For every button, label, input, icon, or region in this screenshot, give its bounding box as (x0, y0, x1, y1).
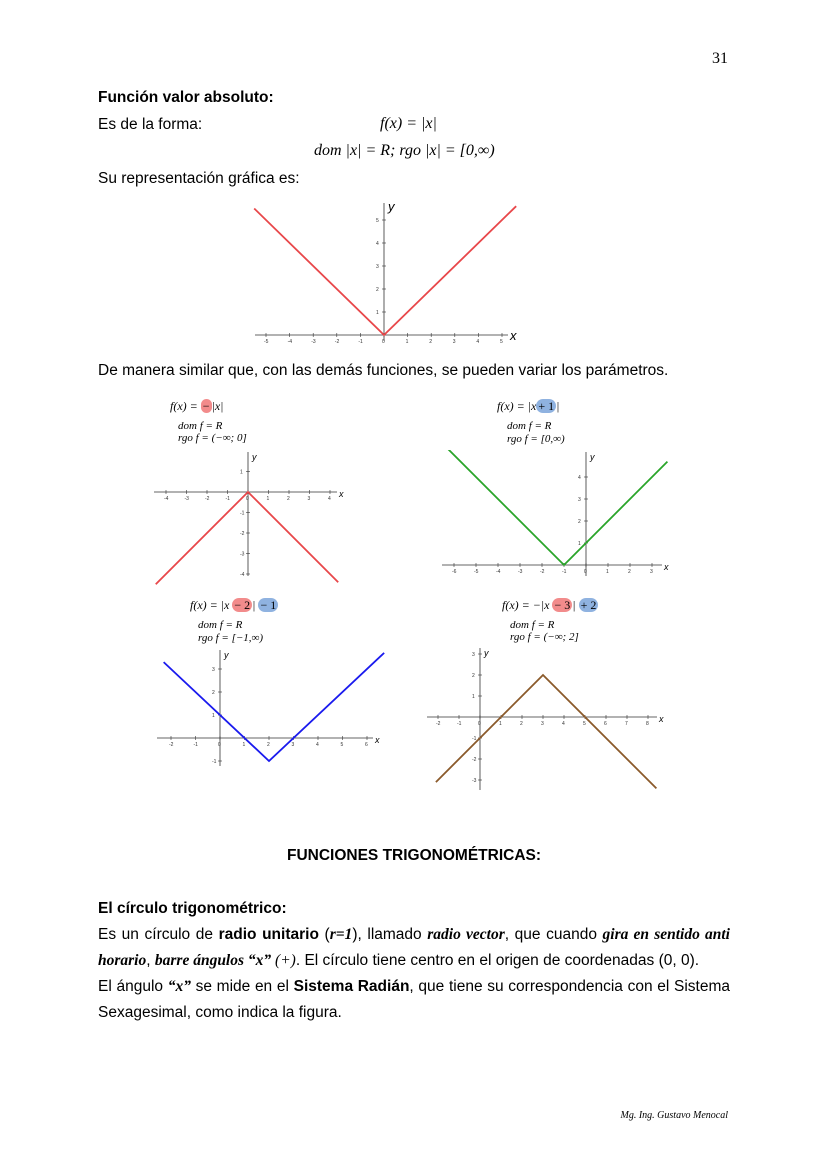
variant2-formula (497, 400, 559, 413)
highlight-blue: + 1 (538, 399, 555, 413)
y-tick-label: -4 (240, 572, 245, 578)
text: , que cuando (504, 926, 603, 943)
x-tick-label: -1 (457, 721, 462, 727)
x-tick-label: 1 (405, 339, 409, 345)
x-tick-label: -1 (358, 339, 363, 345)
highlight-red: − (202, 399, 210, 413)
x-tick-label: 1 (242, 742, 246, 748)
y-tick-label: 2 (212, 690, 215, 696)
x-tick-label: 1 (499, 721, 502, 727)
text: Es un círculo de (98, 926, 219, 943)
x-tick-label: -4 (287, 339, 293, 345)
x-tick-label: -3 (518, 569, 523, 575)
formula-text: f(x) = (170, 399, 201, 413)
text-bold-italic: r=1 (329, 926, 353, 943)
variant2-dom: dom f = R (507, 420, 552, 432)
variant2-rgo: rgo f = [0,∞) (507, 433, 565, 445)
y-tick-label: 3 (472, 652, 475, 658)
x-tick-label: -1 (562, 569, 567, 575)
domain-range: dom |x| = R; rgo |x| = [0,∞) (314, 142, 495, 159)
variant1-graph (152, 450, 347, 585)
formula-text: | (572, 598, 579, 612)
x-tick-label: 0 (218, 742, 221, 748)
text-bold-italic: gira en sentido anti horario (98, 926, 730, 969)
y-axis-label: y (252, 452, 257, 462)
x-axis-label: x (375, 735, 380, 745)
x-tick-label: -2 (334, 339, 340, 345)
x-tick-label: 0 (584, 569, 587, 575)
variant1-formula (170, 400, 223, 413)
function-line (436, 675, 657, 788)
y-tick-label: -1 (240, 510, 245, 517)
similar-text: De manera similar que, con las demás funciones, se pueden variar los parámetros. (98, 362, 669, 379)
x-tick-label: -4 (164, 496, 169, 502)
text-bold: Sistema Radián (293, 978, 410, 995)
x-tick-label: -3 (311, 339, 316, 345)
y-tick-label: 3 (212, 667, 215, 673)
variant1-rgo: rgo f = (−∞; 0] (178, 432, 247, 444)
y-tick-label: 1 (212, 713, 215, 719)
x-tick-label: 5 (583, 721, 586, 727)
x-tick-label: -1 (225, 496, 230, 502)
x-axis-label: x (510, 328, 517, 343)
y-axis-label: y (224, 650, 229, 660)
trig-paragraph-2 (98, 974, 730, 1026)
graph-intro: Su representación gráfica es: (98, 170, 300, 187)
y-tick-label: -3 (472, 778, 477, 784)
y-axis-label: y (484, 648, 489, 658)
function-line (254, 206, 516, 335)
y-tick-label: 2 (578, 519, 581, 525)
x-tick-label: 6 (604, 721, 607, 727)
x-tick-label: -1 (193, 742, 198, 748)
x-tick-label: -2 (205, 496, 210, 502)
footer-author: Mg. Ing. Gustavo Menocal (620, 1110, 728, 1121)
formula-text: f(x) = −|x (502, 598, 553, 612)
x-tick-label: 4 (562, 721, 565, 727)
x-axis-label: x (659, 714, 664, 724)
y-tick-label: -1 (212, 759, 217, 765)
y-axis-label: y (590, 452, 595, 462)
y-axis-label: y (388, 199, 395, 214)
x-tick-label: 2 (628, 569, 631, 575)
x-tick-label: -3 (184, 496, 189, 502)
x-tick-label: 2 (287, 496, 290, 502)
trig-paragraph-1 (98, 922, 730, 974)
text: , (146, 952, 155, 969)
highlight-red: − 2 (234, 598, 251, 612)
y-tick-label: -1 (472, 736, 477, 742)
text: El ángulo (98, 978, 168, 995)
x-tick-label: 3 (291, 742, 295, 748)
x-tick-label: -2 (436, 721, 441, 727)
x-tick-label: 6 (365, 742, 368, 748)
highlight-red: − 3 (554, 598, 571, 612)
formula-text: f(x) = |x (497, 399, 537, 413)
y-tick-label: 1 (578, 541, 581, 547)
formula-text: |x| (211, 399, 224, 413)
x-tick-label: 8 (646, 721, 649, 727)
y-tick-label: 3 (376, 264, 379, 270)
text-bold: radio unitario (218, 926, 319, 943)
y-tick-label: 4 (578, 475, 581, 481)
x-tick-label: 4 (476, 339, 480, 345)
x-tick-label: -5 (474, 569, 479, 575)
x-tick-label: -2 (169, 742, 174, 748)
x-tick-label: 1 (266, 496, 270, 502)
x-tick-label: 2 (520, 721, 523, 727)
text: . El círculo tiene centro en el origen de coordenadas (0, 0). (295, 952, 700, 969)
x-tick-label: 3 (650, 569, 653, 575)
x-tick-label: 3 (452, 339, 456, 345)
variant2-graph (440, 450, 670, 580)
x-tick-label: -6 (452, 569, 457, 575)
x-tick-label: 5 (340, 742, 344, 748)
function-line (156, 492, 338, 584)
x-tick-label: -2 (540, 569, 545, 575)
text-bold-italic: radio vector (427, 926, 505, 943)
variant3-formula (190, 599, 278, 612)
y-tick-label: 3 (578, 497, 581, 503)
x-tick-label: 0 (382, 339, 385, 345)
variant3-graph (155, 648, 390, 773)
y-tick-label: 1 (240, 469, 243, 476)
formula-text: f(x) = |x (190, 598, 233, 612)
y-tick-label: 1 (472, 694, 475, 700)
text-italic: (+) (271, 952, 296, 969)
function-line (447, 450, 667, 565)
formula-text: | (556, 399, 560, 413)
x-tick-label: 0 (246, 496, 249, 502)
x-tick-label: 1 (606, 569, 609, 575)
section-title-abs: Función valor absoluto: (98, 89, 274, 106)
x-tick-label: 3 (307, 496, 311, 502)
x-tick-label: 4 (328, 496, 331, 502)
y-tick-label: 2 (472, 673, 475, 679)
y-tick-label: 2 (376, 287, 379, 293)
main-formula: f(x) = |x| (380, 115, 437, 132)
y-tick-label: 1 (376, 310, 379, 316)
text: se mide en el (190, 978, 294, 995)
page-number: 31 (712, 50, 728, 67)
x-tick-label: 5 (500, 339, 503, 345)
y-tick-label: -2 (472, 757, 477, 763)
y-tick-label: 4 (376, 241, 379, 247)
text: ( (318, 926, 330, 943)
variant3-rgo: rgo f = [−1,∞) (198, 632, 264, 644)
variant1-dom: dom f = R (178, 420, 223, 432)
trig-heading: FUNCIONES TRIGONOMÉTRICAS: (286, 847, 542, 864)
x-axis-label: x (664, 562, 669, 572)
x-tick-label: 4 (316, 742, 319, 748)
highlight-blue: − 1 (260, 598, 277, 612)
text-bold-italic: barre ángulos “x” (154, 952, 272, 969)
main-abs-graph (250, 195, 525, 347)
x-tick-label: 7 (625, 721, 628, 727)
x-tick-label: 3 (541, 721, 544, 727)
text: ), llamado (352, 926, 428, 943)
variant4-formula (502, 599, 598, 612)
x-axis-label: x (339, 489, 344, 499)
x-tick-label: 0 (478, 721, 481, 727)
variant4-rgo: rgo f = (−∞; 2] (510, 631, 579, 643)
text-bold-italic: “x” (167, 978, 191, 995)
formula-text: | (252, 598, 259, 612)
x-tick-label: 2 (429, 339, 432, 345)
x-tick-label: -5 (264, 339, 269, 345)
x-tick-label: 2 (267, 742, 270, 748)
highlight-blue: + 2 (580, 598, 597, 612)
x-tick-label: -4 (496, 569, 501, 575)
form-label: Es de la forma: (98, 116, 203, 133)
trig-subtitle: El círculo trigonométrico: (98, 900, 287, 917)
y-tick-label: -3 (240, 551, 245, 558)
y-tick-label: -2 (240, 531, 245, 537)
y-tick-label: 5 (376, 218, 379, 224)
variant4-graph (425, 645, 670, 795)
variant4-dom: dom f = R (510, 619, 555, 631)
variant3-dom: dom f = R (198, 619, 243, 631)
text: , que tiene su correspondencia con el Sistema Sexagesimal, como indica la figura. (98, 978, 730, 1021)
